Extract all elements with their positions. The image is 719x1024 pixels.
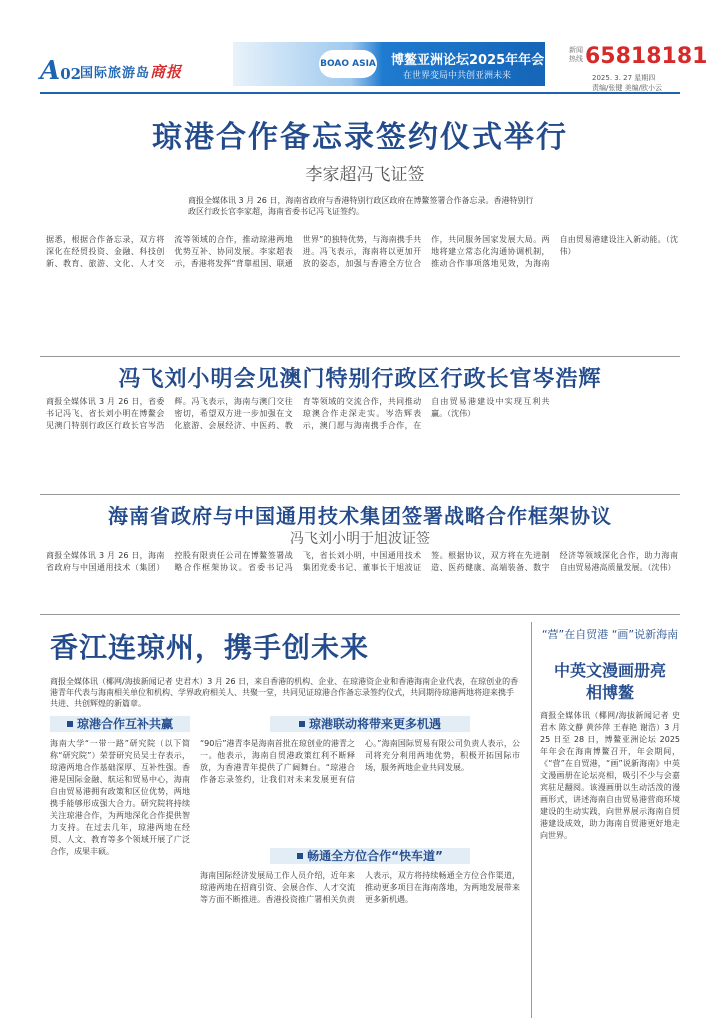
square-bullet-icon <box>297 853 303 859</box>
story1-body: 据悉，根据合作备忘录，双方将深化在经贸投资、金融、科技创新、教育、旅游、文化、人才交流等领域的合作，推动琼港两地优势互补、协同发展。李家超表示，香港将发挥“背靠祖国、联通世界”的独特优势，与海南携手共进。冯飞表示，海南将以更加开放的姿态，加强与香港全方位合作，共同服务国家发展大局。两地将建立常态化沟通协调机制，推动合作事项落地见效，为海南自由贸易港建设注入新动能。（沈伟） <box>46 235 678 268</box>
section-body: “90后”港青李是海南首批在琼创业的港青之一。他表示，海南自贸港政策红利不断释放，为香港青年提供了广阔舞台。“琼港合作备忘录签约，让我们对未来发展更有信心。”海南国际贸易有限公司负责人表示，公司将充分利用两地优势，积极开拓国际市场，服务两地企业共同发展。 <box>200 739 520 784</box>
story3-headline: 海南省政府与中国通用技术集团签署战略合作框架协议 <box>108 504 612 528</box>
section-heading <box>270 716 470 732</box>
square-bullet-icon <box>67 721 73 727</box>
masthead <box>0 0 719 92</box>
paper-name <box>80 61 182 82</box>
story1-subhead: 李家超冯飞证签 <box>305 165 425 185</box>
page-letter: A <box>40 56 61 86</box>
sidebar-kicker: “营”在自贸港 “画”说新海南 <box>541 628 679 641</box>
section-title: 畅通全方位合作“快车道” <box>307 849 443 863</box>
boao-logo: BOAO ASIA <box>319 50 377 78</box>
masthead-rule <box>40 92 680 94</box>
separator <box>40 356 680 357</box>
section-heading <box>50 716 190 732</box>
section-body: 海南大学“一带一路”研究院（以下简称“研究院”）荣誉研究员吴士存表示，琼港两地合作基础深厚、互补性强。香港是国际金融、航运和贸易中心，海南自由贸易港拥有政策和区位优势，两地携手能够形成强大合力。研究院将持续关注琼港合作，为两地深化合作提供智力支持。在过去几年，琼港两地在经贸、人文、教育等多个领域开展了广泛合作，成果丰硕。 <box>50 739 190 856</box>
square-bullet-icon <box>299 721 305 727</box>
story4-headline: 香江连琼州，携手创未来 <box>50 631 370 664</box>
story1-headline: 琼港合作备忘录签约仪式举行 <box>152 120 568 155</box>
column-divider <box>531 622 532 1018</box>
page-number: 02 <box>60 65 82 83</box>
section-heading <box>270 848 470 864</box>
separator <box>40 614 680 615</box>
story3-body: 商报全媒体讯 3 月 26 日，海南省政府与中国通用技术（集团）控股有限责任公司在博鳌签署战略合作框架协议。省委书记冯飞，省长刘小明，中国通用技术集团党委书记、董事长于旭波证签。根据协议，双方将在先进制造、医药健康、高端装备、数字经济等领域深化合作，助力海南自由贸易港高质量发展。（沈伟） <box>46 551 678 572</box>
story2-body: 商报全媒体讯 3 月 26 日，省委书记冯飞、省长刘小明在博鳌会见澳门特别行政区行政长官岑浩辉。冯飞表示，海南与澳门交往密切，希望双方进一步加强在文化旅游、会展经济、中医药、教育等领域的交流合作，共同推动琼澳合作走深走实。岑浩辉表示，澳门愿与海南携手合作，在自由贸易港建设中实现互利共赢。（沈伟） <box>46 397 550 430</box>
section-title: 琼港联动将带来更多机遇 <box>308 717 441 731</box>
dateline: 2025. 3. 27 星期四 <box>592 74 656 82</box>
hotline-number: 65818181 <box>585 44 708 69</box>
editors: 责编/张键 美编/欧小云 <box>592 84 662 92</box>
separator <box>40 494 680 495</box>
paper-name-text: 国际旅游岛 <box>80 66 151 81</box>
hotline-label: 新闻热线 <box>569 46 583 63</box>
story4-byline: 商报全媒体讯（椰网/海拔新闻记者 史君木）3 月 26 日，来自香港的机构、企业、在琼港资企业和香港海南企业代表，在琼创业的香港青年代表与海南相关单位和机构、学界政府相关人、共聚一堂，共同见证琼港合作备忘录签约仪式，共同期待琼港两地将迎来携手共进、共创辉煌的新篇章。 <box>50 677 519 708</box>
section-title: 琼港合作互补共赢 <box>76 717 173 731</box>
section-body: 海南国际经济发展局工作人员介绍，近年来琼港两地在招商引资、会展合作、人才交流等方面不断推进。香港投资推广署相关负责人表示，双方将持续畅通全方位合作渠道，推动更多项目在海南落地，为两地发展带来更多新机遇。 <box>200 871 520 904</box>
sidebar-body: 商报全媒体讯（椰网/海拔新闻记者 史君木 陈文静 黄莎萍 王春艳 谢浩）3 月 25 日至 28 日，博鳌亚洲论坛 2025 年年会在海南博鳌召开，年会期间，《“营”在自贸港，“画”说新海南》中英文漫画册在论坛亮相，吸引不少与会嘉宾驻足翻阅。该漫画册以生动活泼的漫画形式，讲述海南自由贸易港营商环境建设的生动实践，向世界展示海南自贸港建设成效，助力海南自贸港更好地走向世界。 <box>540 711 680 840</box>
banner-title: 博鳌亚洲论坛2025年年会 <box>391 53 545 68</box>
story3-subhead: 冯飞刘小明于旭波证签 <box>290 531 430 547</box>
sidebar-title: 中英文漫画册亮相博鳌 <box>553 661 666 702</box>
forum-banner[interactable] <box>233 42 545 86</box>
story2-headline: 冯飞刘小明会见澳门特别行政区行政长官岑浩辉 <box>118 367 602 392</box>
banner-slogan: 在世界变局中共创亚洲未来 <box>403 71 512 81</box>
page-code <box>40 56 81 86</box>
story1-lead: 商报全媒体讯 3 月 26 日，海南省政府与香港特别行政区政府在博鳌签署合作备忘录。香港特别行政区行政长官李家超，海南省委书记冯飞证签约。 <box>188 196 534 216</box>
paper-brand: 商报 <box>150 63 183 81</box>
